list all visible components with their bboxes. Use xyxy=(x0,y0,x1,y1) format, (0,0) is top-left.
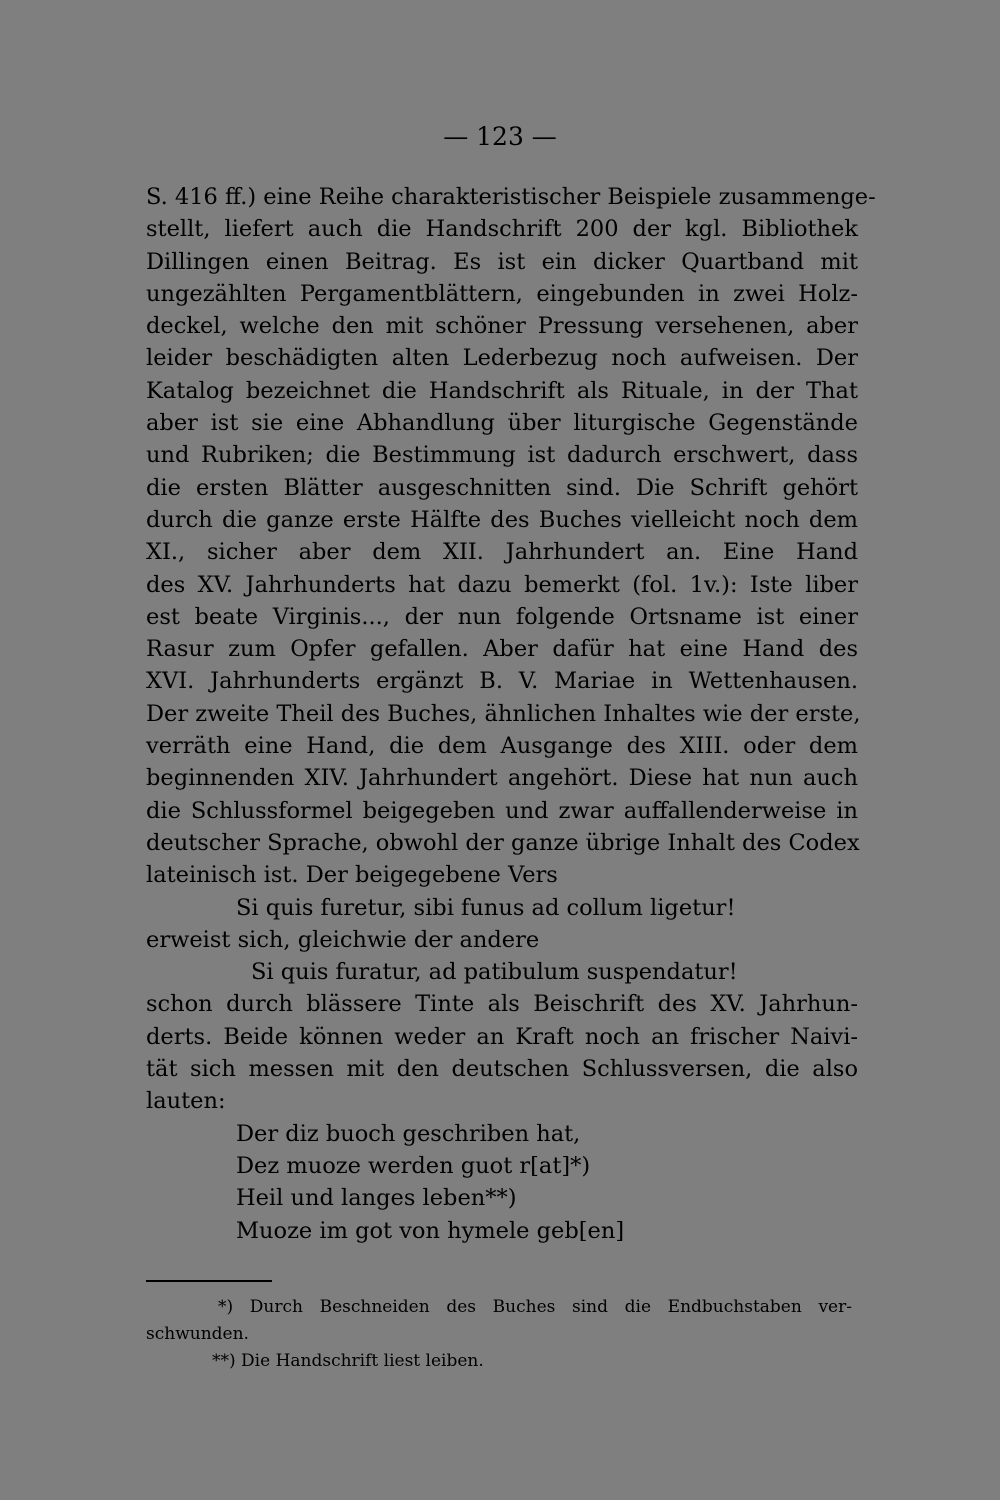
text-line: deutscher Sprache, obwohl der ganze übrige Inhalt des Codex xyxy=(146,829,860,856)
footnote-1: *) Durch Beschneiden des Buches sind die Endbuchstaben ver- xyxy=(218,1297,852,1317)
text-line: durch die ganze erste Hälfte des Buches vielleicht noch dem xyxy=(146,506,858,533)
text-line: verräth eine Hand, die dem Ausgange des XIII. oder dem xyxy=(146,733,858,760)
text-line: tät sich messen mit den deutschen Schlussversen, die also xyxy=(146,1056,858,1083)
text-line: stellt, liefert auch die Handschrift 200 der kgl. Bibliothek xyxy=(146,216,858,243)
text-line: beginnenden XIV. Jahrhundert angehört. Diese hat nun auch xyxy=(146,765,858,792)
text-line: Rasur zum Opfer gefallen. Aber dafür hat eine Hand des xyxy=(146,636,858,663)
text-line: die Schlussformel beigegeben und zwar auffallenderweise in xyxy=(146,797,858,824)
text-line: lauten: xyxy=(146,1088,226,1115)
text-line: aber ist sie eine Abhandlung über liturgische Gegenstände xyxy=(146,410,858,437)
verse-line: Dez muoze werden guot r[at]*) xyxy=(236,1152,591,1179)
body-text xyxy=(146,181,876,1247)
text-line: ungezählten Pergamentblättern, eingebunden in zwei Holz- xyxy=(146,280,858,307)
text-line: erweist sich, gleichwie der andere xyxy=(146,926,540,953)
text-line: Katalog bezeichnet die Handschrift als Rituale, in der That xyxy=(146,377,858,404)
verse-line: Muoze im got von hymele geb[en] xyxy=(236,1217,625,1244)
footnotes xyxy=(146,1294,852,1375)
text-line: leider beschädigten alten Lederbezug noch aufweisen. Der xyxy=(146,345,858,372)
latin-quote-2: Si quis furatur, ad patibulum suspendatur! xyxy=(251,959,738,986)
text-line: und Rubriken; die Bestimmung ist dadurch erschwert, dass xyxy=(146,442,858,469)
text-line: schon durch blässere Tinte als Beischrift des XV. Jahrhun- xyxy=(146,991,858,1018)
verse-line: Heil und langes leben**) xyxy=(236,1185,517,1212)
text-line: die ersten Blätter ausgeschnitten sind. Die Schrift gehört xyxy=(146,474,858,501)
footnote-2: **) Die Handschrift liest leiben. xyxy=(212,1351,484,1371)
text-line: XI., sicher aber dem XII. Jahrhundert an. Eine Hand xyxy=(146,539,858,566)
text-line: des XV. Jahrhunderts hat dazu bemerkt (fol. 1v.): Iste liber xyxy=(146,571,858,598)
text-line: XVI. Jahrhunderts ergänzt B. V. Mariae in Wettenhausen. xyxy=(146,668,858,695)
text-line: Der zweite Theil des Buches, ähnlichen Inhaltes wie der erste, xyxy=(146,700,861,727)
latin-quote-1: Si quis furetur, sibi funus ad collum ligetur! xyxy=(236,894,736,921)
text-line: derts. Beide können weder an Kraft noch an frischer Naivi- xyxy=(146,1023,858,1050)
page-number: — 123 — xyxy=(443,122,557,151)
text-line: Dillingen einen Beitrag. Es ist ein dicker Quartband mit xyxy=(146,248,858,275)
verse-line: Der diz buoch geschriben hat, xyxy=(236,1120,581,1147)
text-line: S. 416 ff.) eine Reihe charakteristischer Beispiele zusammenge- xyxy=(146,184,876,210)
text-line: est beate Virginis..., der nun folgende Ortsname ist einer xyxy=(146,603,858,630)
footnote-1-continued: schwunden. xyxy=(146,1324,249,1344)
text-line: deckel, welche den mit schöner Pressung versehenen, aber xyxy=(146,313,858,340)
footnote-divider xyxy=(146,1280,272,1282)
text-line: lateinisch ist. Der beigegebene Vers xyxy=(146,862,558,889)
